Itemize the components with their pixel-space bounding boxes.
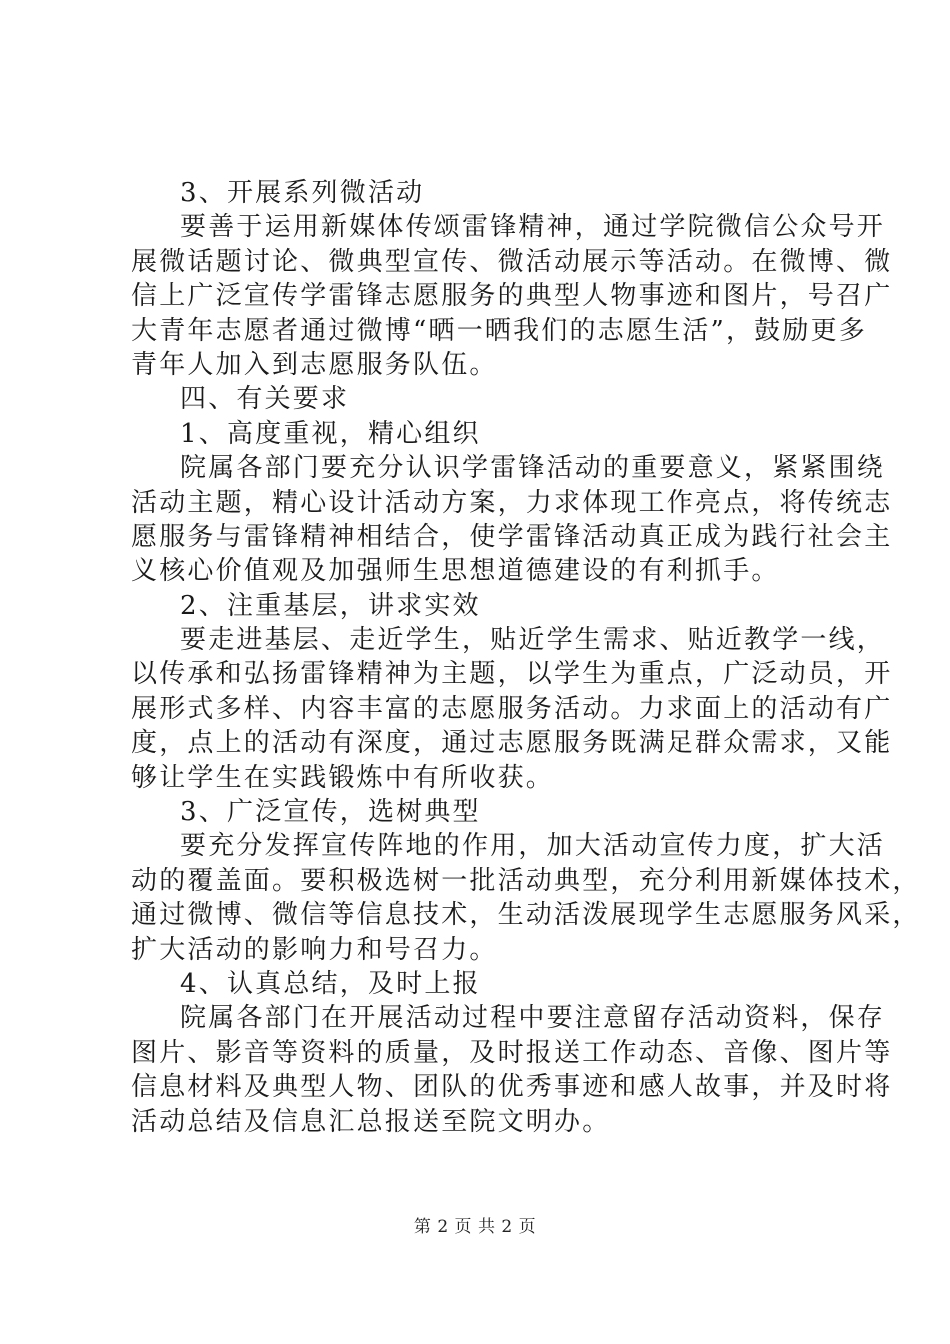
paragraph-line: 信息材料及典型人物、团队的优秀事迹和感人故事，并及时将 (131, 1072, 893, 1103)
paragraph-line: 义核心价值观及加强师生思想道德建设的有利抓手。 (131, 556, 780, 587)
paragraph-line: 度，点上的活动有深度，通过志愿服务既满足群众需求，又能 (131, 728, 893, 759)
paragraph-line: 动的覆盖面。要积极选树一批活动典型，充分利用新媒体技术， (131, 865, 921, 896)
paragraph-line: 活动总结及信息汇总报送至院文明办。 (131, 1106, 611, 1137)
paragraph-line: 图片、影音等资料的质量，及时报送工作动态、音像、图片等 (131, 1037, 893, 1068)
paragraph-line: 信上广泛宣传学雷锋志愿服务的典型人物事迹和图片，号召广 (131, 281, 893, 312)
document-body (131, 176, 921, 1139)
section-heading: 1、高度重视，精心组织 (180, 418, 481, 449)
paragraph-line: 要善于运用新媒体传颂雷锋精神，通过学院微信公众号开 (180, 212, 886, 243)
section-heading: 四、有关要求 (180, 384, 350, 415)
paragraph-line: 院属各部门要充分认识学雷锋活动的重要意义，紧紧围绕 (180, 453, 886, 484)
page-footer: 第 2 页 共 2 页 (413, 1217, 537, 1237)
paragraph-line: 扩大活动的影响力和号召力。 (131, 934, 498, 965)
paragraph-line: 愿服务与雷锋精神相结合，使学雷锋活动真正成为践行社会主 (131, 521, 893, 552)
paragraph-line: 要走进基层、走近学生，贴近学生需求、贴近教学一线， (180, 625, 886, 656)
section-heading: 3、开展系列微活动 (180, 178, 425, 208)
paragraph-line: 展微话题讨论、微典型宣传、微活动展示等活动。在微博、微 (131, 246, 893, 277)
paragraph-line: 院属各部门在开展活动过程中要注意留存活动资料，保存 (180, 1003, 886, 1034)
section-heading: 4、认真总结，及时上报 (180, 968, 481, 999)
paragraph-line: 展形式多样、内容丰富的志愿服务活动。力求面上的活动有广 (131, 693, 893, 724)
paragraph-line: 大青年志愿者通过微博“晒一晒我们的志愿生活”，鼓励更多 (131, 315, 867, 346)
paragraph-line: 青年人加入到志愿服务队伍。 (131, 349, 498, 380)
paragraph-line: 要充分发挥宣传阵地的作用，加大活动宣传力度，扩大活 (180, 831, 886, 862)
paragraph-line: 以传承和弘扬雷锋精神为主题，以学生为重点，广泛动员，开 (131, 659, 893, 690)
section-heading: 2、注重基层，讲求实效 (180, 590, 481, 621)
paragraph-line: 够让学生在实践锻炼中有所收获。 (131, 762, 555, 793)
paragraph-line: 活动主题，精心设计活动方案，力求体现工作亮点，将传统志 (131, 487, 893, 518)
section-heading: 3、广泛宣传，选树典型 (180, 797, 481, 828)
paragraph-line: 通过微博、微信等信息技术，生动活泼展现学生志愿服务风采， (131, 900, 921, 931)
